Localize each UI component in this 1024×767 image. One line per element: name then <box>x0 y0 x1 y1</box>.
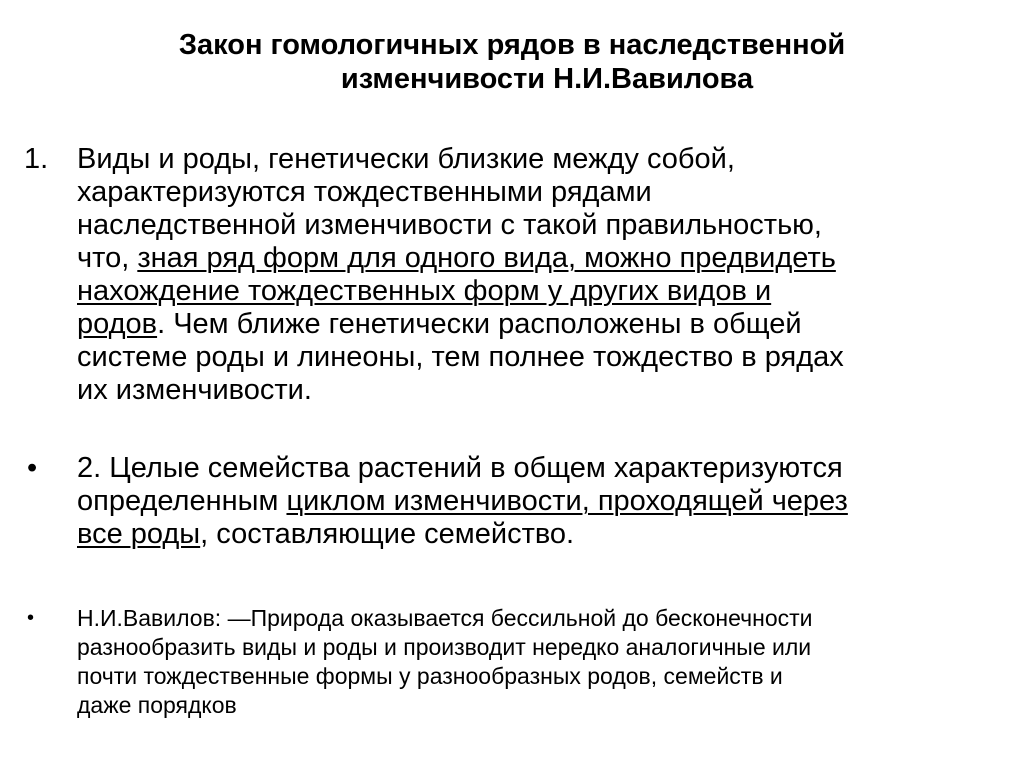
bullet-marker: • <box>27 607 35 629</box>
text-run: характеризуются тождественными рядами <box>77 176 652 208</box>
text-run: их изменчивости. <box>77 374 312 406</box>
text-line <box>77 341 1007 374</box>
text-line <box>77 691 1007 720</box>
text-line <box>77 308 1007 341</box>
text-run: разнообразить виды и роды и производит нередко аналогичные или <box>77 634 812 660</box>
bullet-marker: • <box>27 452 38 484</box>
slide-title-line-2: изменчивости Н.И.Вавилова <box>340 63 754 95</box>
text-run: даже порядков <box>77 692 237 718</box>
text-run: системе роды и линеоны, тем полнее тождество в рядах <box>77 341 844 373</box>
text-run: что, <box>77 242 138 274</box>
underlined-text: циклом изменчивости, проходящей через <box>286 485 848 517</box>
text-run: 2. Целые семейства растений в общем характеризуются <box>77 452 843 484</box>
text-line <box>77 633 1007 662</box>
text-line <box>77 452 1007 485</box>
slide-title-line-1: Закон гомологичных рядов в наследственной <box>178 29 846 61</box>
underlined-text: все роды <box>77 518 201 550</box>
text-line <box>77 604 1007 633</box>
text-line <box>77 374 1007 407</box>
text-line <box>77 275 1007 308</box>
text-line <box>77 209 1007 242</box>
text-run: . Чем ближе генетически расположены в общей <box>157 308 802 340</box>
text-line <box>77 242 1007 275</box>
list-item-1-text <box>77 143 1007 407</box>
slide-title <box>60 28 964 96</box>
underlined-text: зная ряд форм для одного вида, можно предвидеть <box>137 242 836 274</box>
list-item-3-text <box>77 604 1007 720</box>
text-run: , составляющие семейство. <box>200 518 575 550</box>
text-line <box>77 485 1007 518</box>
text-line <box>77 518 1007 551</box>
text-run: Виды и роды, генетически близкие между собой, <box>77 143 735 175</box>
text-line <box>77 662 1007 691</box>
underlined-text: родов <box>77 308 158 340</box>
text-line <box>77 176 1007 209</box>
underlined-text: нахождение тождественных форм у других видов и <box>77 275 772 307</box>
list-item-2-text <box>77 452 1007 551</box>
text-run: наследственной изменчивости с такой правильностью, <box>77 209 822 241</box>
text-run: определенным <box>77 485 287 517</box>
text-line <box>77 143 1007 176</box>
text-run: почти тождественные формы у разнообразных родов, семейств и <box>77 663 783 689</box>
text-run: Н.И.Вавилов: ―Природа оказывается бессильной до бесконечности <box>77 605 813 631</box>
list-marker-number: 1. <box>24 143 49 175</box>
